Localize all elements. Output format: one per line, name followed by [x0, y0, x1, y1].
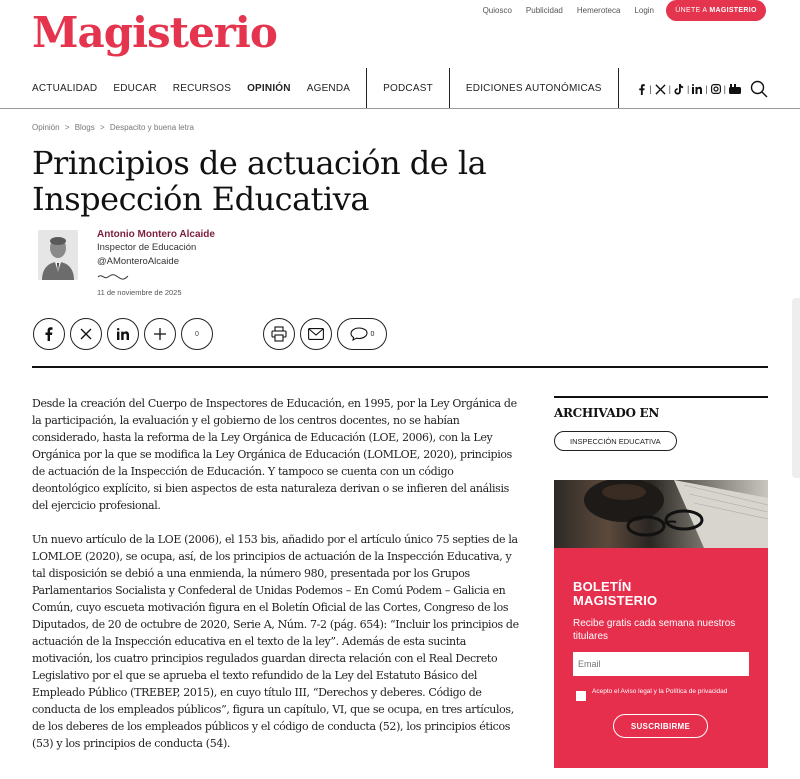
- newsletter-subtitle: Recibe gratis cada semana nuestros titulares: [573, 618, 736, 642]
- comments-button[interactable]: [337, 318, 387, 350]
- share-divider: [32, 366, 768, 368]
- top-link-hemeroteca[interactable]: Hemeroteca: [576, 6, 621, 15]
- article-body: [32, 395, 520, 769]
- facebook-icon: [45, 327, 53, 341]
- social-divider: |: [686, 84, 690, 94]
- author-name[interactable]: Antonio Montero Alcaide: [97, 229, 215, 240]
- linkedin-icon: [117, 328, 129, 340]
- social-divider: |: [649, 84, 652, 94]
- archived-in-heading: ARCHIVADO EN: [554, 406, 660, 420]
- breadcrumb-opinion[interactable]: Opinión: [32, 123, 60, 132]
- join-button-prefix: ÚNETE A: [675, 7, 708, 14]
- mail-icon: [308, 328, 324, 340]
- top-link-login[interactable]: Login: [634, 6, 654, 15]
- join-button-brand: MAGISTERIO: [709, 7, 757, 14]
- social-divider: |: [705, 84, 708, 94]
- sidebar-divider: [554, 396, 768, 398]
- newsletter-title: [573, 580, 657, 608]
- site-logo[interactable]: Magisterio: [32, 8, 277, 57]
- privacy-label[interactable]: Acepto el Aviso legal y la Política de privacidad: [592, 688, 728, 695]
- nav-item-recursos[interactable]: RECURSOS: [172, 82, 232, 94]
- nav-item-actualidad[interactable]: ACTUALIDAD: [32, 82, 98, 94]
- social-divider: |: [668, 84, 671, 94]
- print-icon: [271, 326, 287, 342]
- search-icon[interactable]: [750, 80, 768, 98]
- decorative-wave-icon: [97, 272, 129, 280]
- nav-item-ediciones[interactable]: EDICIONES AUTONÓMICAS: [465, 82, 602, 94]
- youtube-icon[interactable]: [729, 84, 741, 94]
- breadcrumb-blogs[interactable]: Blogs: [74, 123, 95, 132]
- newsletter-image: [554, 480, 768, 548]
- breadcrumb-separator: >: [64, 123, 70, 132]
- comment-icon: [350, 327, 368, 341]
- print-button[interactable]: [263, 318, 295, 350]
- subscribe-button[interactable]: SUSCRIBIRME: [613, 714, 708, 738]
- facebook-icon[interactable]: [638, 84, 646, 95]
- breadcrumb-separator: >: [99, 123, 105, 132]
- linkedin-icon[interactable]: [692, 84, 702, 94]
- header-divider: [0, 108, 800, 109]
- email-share-button[interactable]: [300, 318, 332, 350]
- nav-divider: [618, 68, 619, 108]
- tiktok-icon[interactable]: [674, 84, 684, 95]
- nav-divider: [449, 68, 450, 108]
- privacy-checkbox[interactable]: [576, 691, 586, 701]
- newsletter-box: [554, 548, 768, 768]
- publish-date: 11 de noviembre de 2025: [97, 288, 182, 297]
- author-avatar[interactable]: [38, 230, 78, 280]
- top-link-quiosco[interactable]: Quiosco: [482, 6, 512, 15]
- share-x-button[interactable]: [70, 318, 102, 350]
- author-handle[interactable]: @AMonteroAlcaide: [97, 256, 179, 267]
- top-link-publicidad[interactable]: Publicidad: [525, 6, 563, 15]
- newsletter-title-line2: MAGISTERIO: [573, 593, 658, 608]
- article-paragraph: Desde la creación del Cuerpo de Inspectores de Educación, en 1995, por la Ley Orgánica de la participación, la evaluación y el gobierno de los centros docentes, no se habían considerado, hasta la reforma de la Ley Orgánica de Educación (LOE, 2006), con la Ley Orgánica por la que se modifica la Ley Orgánica de Educación (LOMLOE, 2020), principios de actuación de la Inspección de Educación. Y tampoco se cuenta con un código deontológico explícito, si bien aspectos de esta naturaleza derivan o se infieren del análisis del ejercicio profesional.: [32, 397, 517, 512]
- newsletter-email-input[interactable]: [573, 652, 749, 676]
- share-count: 0: [181, 318, 213, 350]
- nav-item-agenda[interactable]: AGENDA: [306, 82, 351, 94]
- plus-icon: [153, 327, 167, 341]
- scrollbar[interactable]: [792, 298, 800, 478]
- social-divider: |: [723, 84, 726, 94]
- nav-item-opinion[interactable]: OPINIÓN: [247, 82, 291, 94]
- author-role: Inspector de Educación: [97, 242, 197, 253]
- x-icon: [80, 328, 92, 340]
- tag-inspeccion-educativa[interactable]: INSPECCIÓN EDUCATIVA: [554, 431, 677, 451]
- newsletter-title-line1: BOLETÍN: [573, 579, 632, 594]
- page-title: Principios de actuación de la Inspección Educativa: [32, 144, 487, 218]
- join-button[interactable]: [666, 0, 766, 21]
- share-linkedin-button[interactable]: [107, 318, 139, 350]
- nav-item-podcast[interactable]: PODCAST: [383, 82, 433, 94]
- top-links: [483, 6, 654, 15]
- x-icon[interactable]: [655, 84, 666, 95]
- breadcrumb-blog-name[interactable]: Despacito y buena letra: [109, 123, 194, 132]
- comment-count: 0: [370, 330, 375, 338]
- share-facebook-button[interactable]: [33, 318, 65, 350]
- share-bar: [33, 318, 387, 350]
- article-paragraph: Un nuevo artículo de la LOE (2006), el 153 bis, añadido por el artículo único 75 septies de la LOMLOE (2020), se ocupa, así, de los principios de actuación de la Inspección Educativa, y tal disposición se debió a una enmienda, la número 980, presentada por los Grupos Parlamentarios Socialista y Confederal de Unidas Podemos – En Comú Podem – Galicia en Común, cuyo escueta motivación figura en el Boletín Oficial de las Cortes, Congreso de los Diputados, de 20 de octubre de 2020, Serie A, Núm. 7-2 (pág. 654): “Incluir los principios de actuación de la Inspección educativa en el texto de la ley”. Además de esta sucinta motivación, los cuatro principios regulados guardan directa relación con el Real Decreto Legislativo por el que se aprueba el texto refundido de la Ley del Estatuto Básico del Empleado Público (TREBEP, 2015), en cuyo título III, “Derechos y deberes. Código de conducta de los empleados públicos”, figura un capítulo, VI, que se ocupa, en tres artículos, de los deberes de los empleados públicos y el código de conducta (52), los principios éticos (53) y los principios de conducta (54).: [32, 533, 519, 750]
- social-links: [638, 80, 768, 98]
- instagram-icon[interactable]: [711, 84, 721, 94]
- nav-item-educar[interactable]: EDUCAR: [113, 82, 157, 94]
- share-more-button[interactable]: [144, 318, 176, 350]
- nav-divider: [366, 68, 367, 108]
- breadcrumb: [32, 123, 197, 132]
